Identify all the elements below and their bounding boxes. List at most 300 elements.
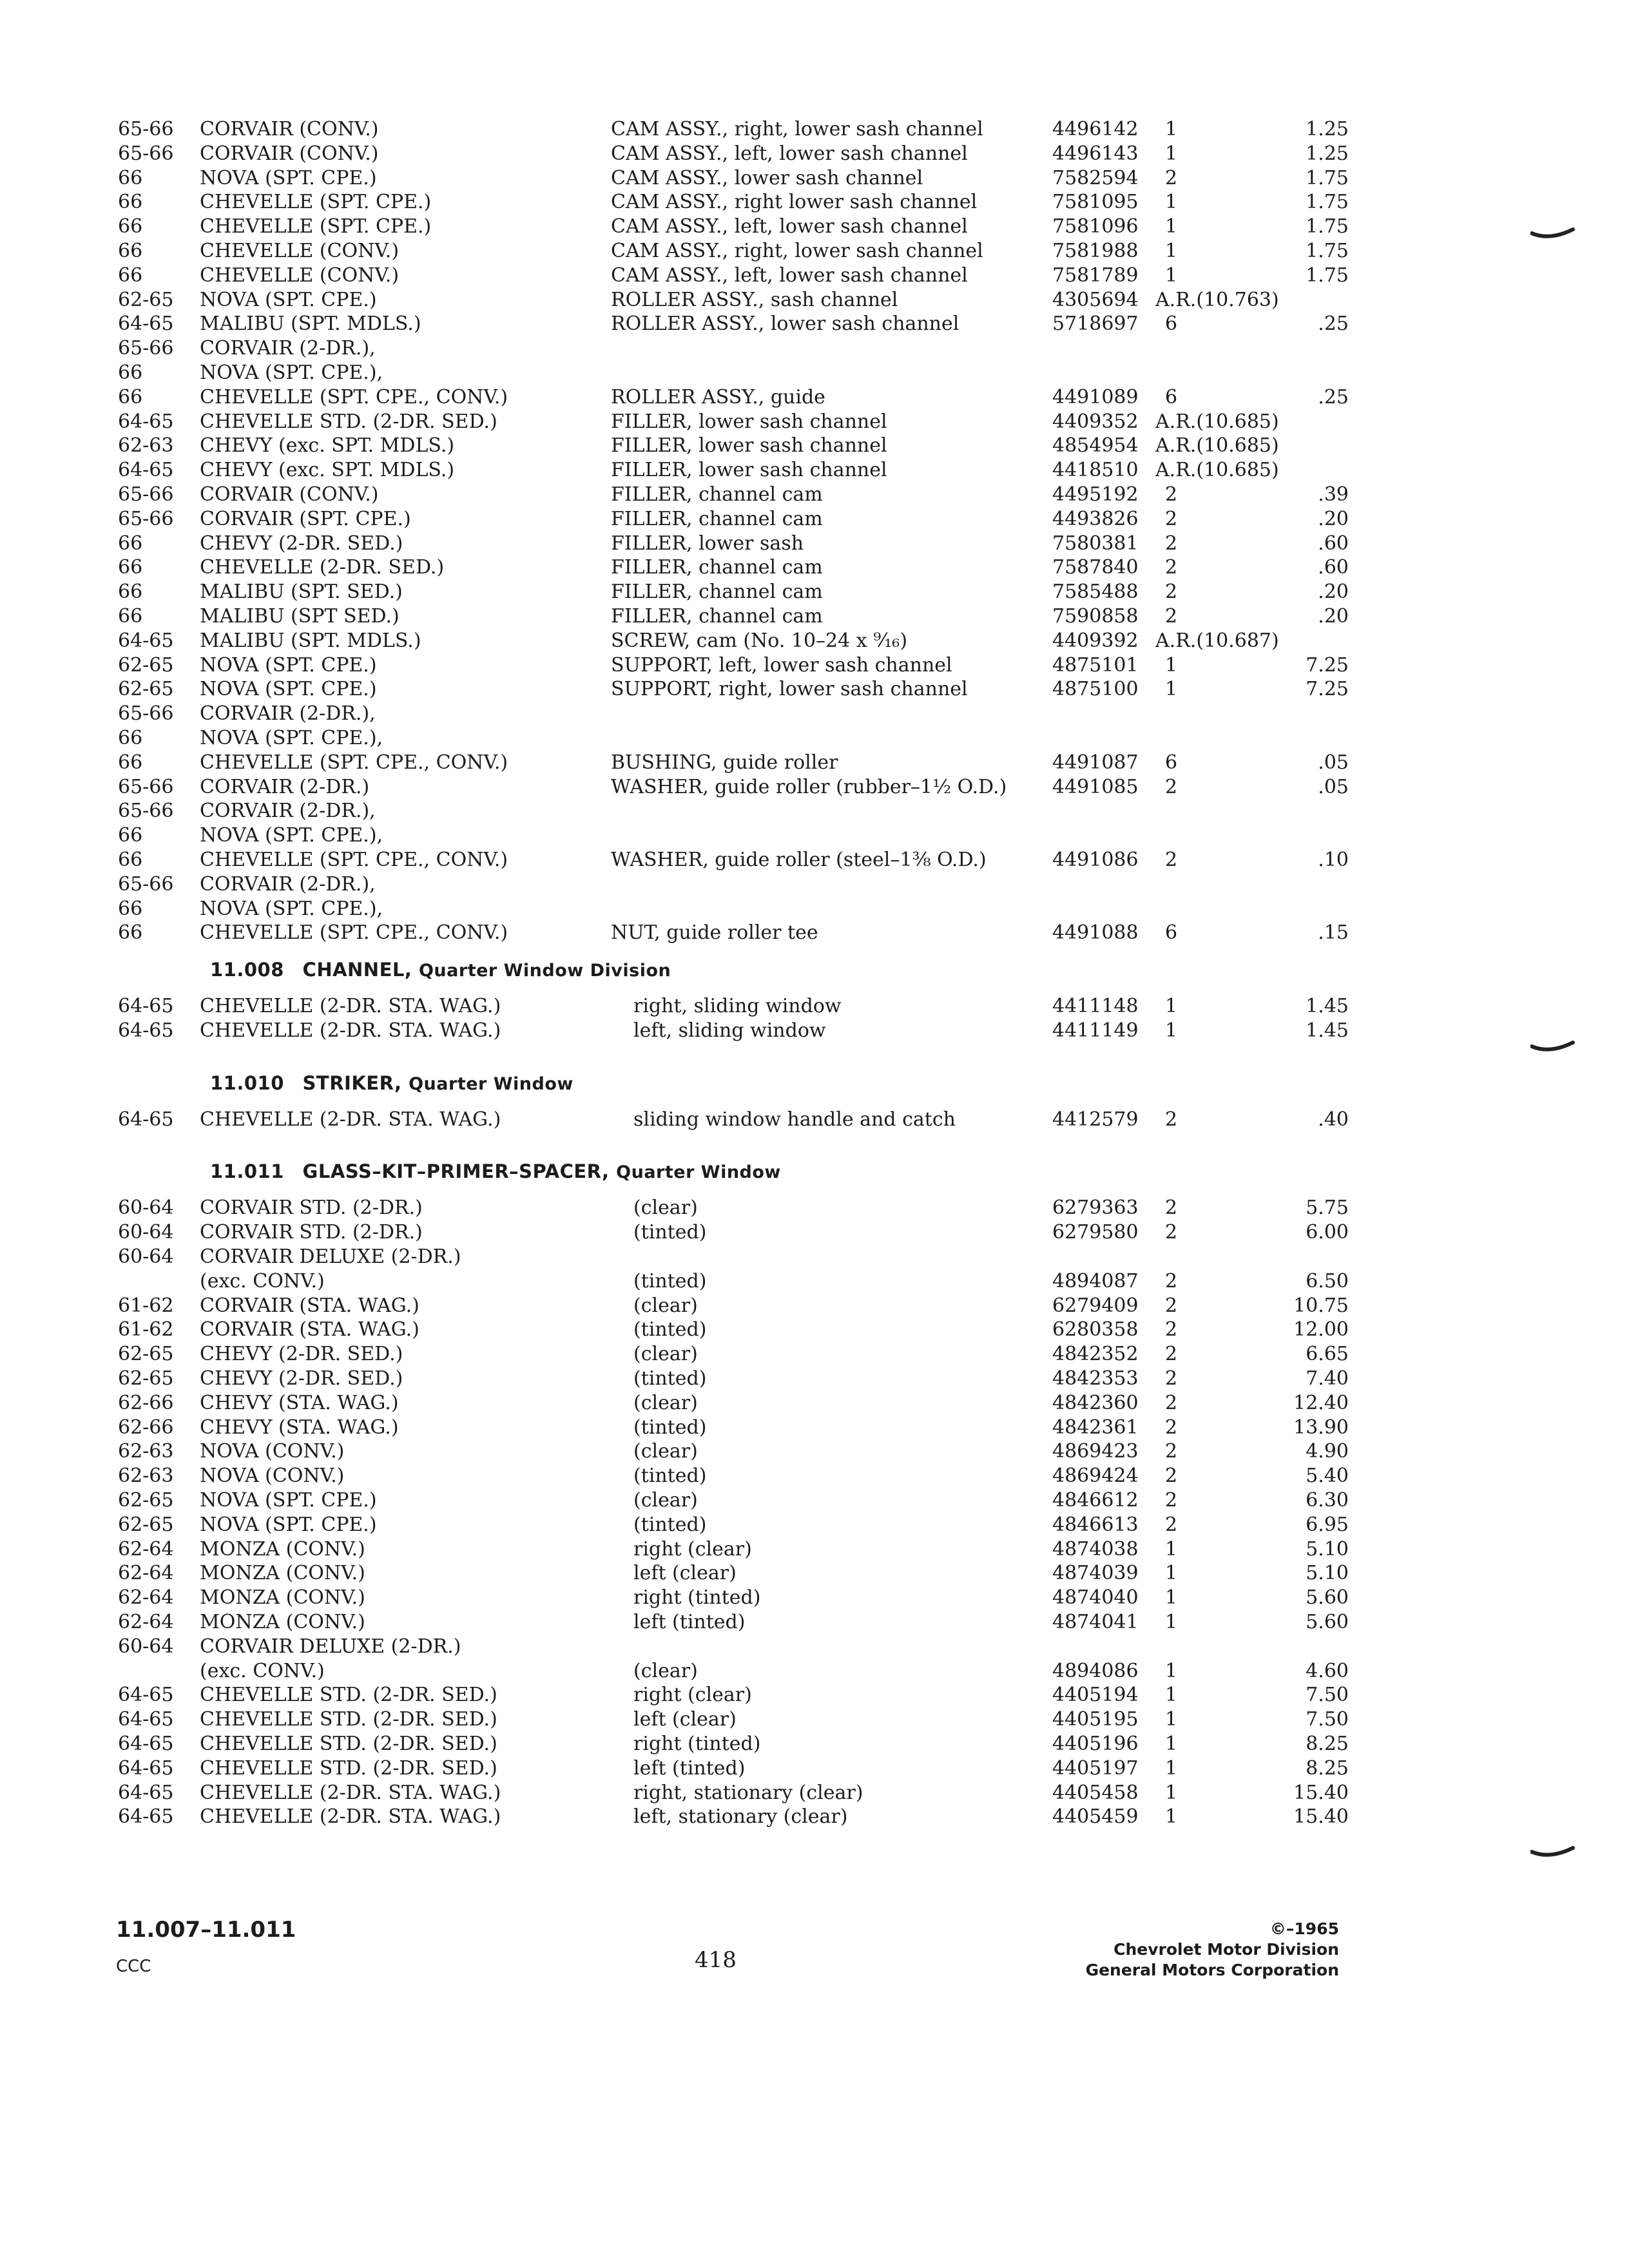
part-description: SUPPORT, left, lower sash channel xyxy=(611,653,952,677)
part-number: 4496143 xyxy=(1052,142,1139,165)
part-number: 4874038 xyxy=(1052,1537,1139,1561)
part-description: (tinted) xyxy=(633,1221,707,1244)
quantity: 1 xyxy=(1165,1708,1178,1731)
table-row xyxy=(118,1610,1355,1635)
price: 6.00 xyxy=(1306,1221,1349,1244)
quantity: 6 xyxy=(1165,385,1178,408)
model-years: 66 xyxy=(118,556,143,579)
price: 5.10 xyxy=(1306,1562,1349,1585)
part-number: 4493826 xyxy=(1052,507,1139,530)
table-row xyxy=(118,1513,1355,1537)
table-row xyxy=(118,336,1355,361)
part-number: 6279363 xyxy=(1052,1196,1139,1220)
part-number: 4846612 xyxy=(1052,1489,1139,1512)
quantity: 1 xyxy=(1165,215,1178,238)
table-row xyxy=(118,994,1355,1019)
table-row xyxy=(118,848,1355,872)
model-name: NOVA (SPT. CPE.), xyxy=(200,897,383,920)
quantity: 2 xyxy=(1165,1416,1178,1439)
price: .39 xyxy=(1318,483,1349,506)
part-number: 4875100 xyxy=(1052,678,1139,701)
table-row xyxy=(118,1318,1355,1342)
part-number: 4405459 xyxy=(1052,1805,1139,1829)
table-row xyxy=(118,702,1355,726)
price: 1.25 xyxy=(1306,142,1349,165)
part-number: 4491088 xyxy=(1052,921,1139,945)
part-number: 6279409 xyxy=(1052,1294,1139,1317)
quantity: 2 xyxy=(1165,775,1178,798)
model-name: CHEVY (STA. WAG.) xyxy=(200,1391,399,1414)
price: 5.75 xyxy=(1306,1196,1349,1220)
part-description: right (clear) xyxy=(633,1684,752,1707)
part-description: FILLER, channel cam xyxy=(611,483,823,506)
model-years: 65-66 xyxy=(118,775,174,798)
quantity: 1 xyxy=(1165,1781,1178,1804)
footer-code: CCC xyxy=(116,1957,151,1976)
price: 15.40 xyxy=(1293,1781,1349,1804)
part-number: 7587840 xyxy=(1052,556,1139,579)
price: 8.25 xyxy=(1306,1733,1349,1756)
price: 15.40 xyxy=(1293,1805,1349,1829)
model-years: 64-65 xyxy=(118,1733,174,1756)
model-years: 62-65 xyxy=(118,1367,174,1390)
model-name: CORVAIR (2-DR.), xyxy=(200,702,376,726)
model-years: 62-65 xyxy=(118,653,174,677)
model-years: 66 xyxy=(118,581,143,604)
table-row xyxy=(118,507,1355,532)
part-number: 4875101 xyxy=(1052,653,1139,677)
part-number: 4305694 xyxy=(1052,288,1139,311)
part-description: ROLLER ASSY., sash channel xyxy=(611,288,898,311)
table-row xyxy=(118,1108,1355,1132)
part-number: 4405197 xyxy=(1052,1756,1139,1780)
model-years: 62-66 xyxy=(118,1416,174,1439)
part-number: 4842352 xyxy=(1052,1343,1139,1366)
part-number: 6279580 xyxy=(1052,1221,1139,1244)
table-row xyxy=(118,897,1355,921)
quantity: 2 xyxy=(1165,1489,1178,1512)
part-description: ROLLER ASSY., guide xyxy=(611,385,825,408)
parts-table-sash-channel xyxy=(118,117,1355,945)
part-description: right (tinted) xyxy=(633,1586,761,1610)
model-years: 64-65 xyxy=(118,312,174,336)
table-row xyxy=(118,1756,1355,1781)
quantity: 2 xyxy=(1165,1269,1178,1293)
model-years: 61-62 xyxy=(118,1294,174,1317)
parts-table-striker xyxy=(118,1108,1355,1132)
model-years: 65-66 xyxy=(118,800,174,823)
model-years: 64-65 xyxy=(118,1805,174,1829)
part-description: FILLER, channel cam xyxy=(611,604,823,628)
model-name: MALIBU (SPT SED.) xyxy=(200,604,400,628)
model-name: CHEVELLE (SPT. CPE.) xyxy=(200,215,432,238)
section-heading-11-011 xyxy=(118,1147,1355,1196)
table-row xyxy=(118,434,1355,458)
parts-listing xyxy=(118,117,1355,1829)
model-name: CORVAIR (2-DR.), xyxy=(200,800,376,823)
part-number: 4411149 xyxy=(1052,1019,1139,1042)
part-number: 4409392 xyxy=(1052,629,1139,652)
model-name: NOVA (SPT. CPE.) xyxy=(200,1513,377,1536)
part-number: 4842360 xyxy=(1052,1391,1139,1414)
quantity: 2 xyxy=(1165,1391,1178,1414)
price: 7.25 xyxy=(1306,678,1349,701)
model-name: CORVAIR (STA. WAG.) xyxy=(200,1294,419,1317)
model-name: CHEVELLE (CONV.) xyxy=(200,264,400,287)
model-years: 60-64 xyxy=(118,1635,174,1658)
part-number: 4869424 xyxy=(1052,1465,1139,1488)
price: 5.60 xyxy=(1306,1611,1349,1634)
part-number: 4842353 xyxy=(1052,1367,1139,1390)
price: 5.40 xyxy=(1306,1465,1349,1488)
part-description: (tinted) xyxy=(633,1269,707,1293)
part-number: 4412579 xyxy=(1052,1108,1139,1131)
price: .15 xyxy=(1318,921,1349,945)
part-description: WASHER, guide roller (steel–1⅜ O.D.) xyxy=(611,848,987,871)
part-number: 6280358 xyxy=(1052,1318,1139,1341)
model-years: 66 xyxy=(118,848,143,871)
table-row xyxy=(118,580,1355,604)
quantity: 1 xyxy=(1165,1019,1178,1042)
model-years: 66 xyxy=(118,532,143,555)
quantity: 1 xyxy=(1165,1805,1178,1829)
table-row xyxy=(118,1245,1355,1269)
part-description: right (clear) xyxy=(633,1537,752,1561)
price: .60 xyxy=(1318,532,1349,555)
model-name: CHEVELLE (SPT. CPE.) xyxy=(200,191,432,214)
model-name: NOVA (SPT. CPE.), xyxy=(200,824,383,847)
price: .20 xyxy=(1318,507,1349,530)
price: 1.75 xyxy=(1306,264,1349,287)
model-name: MALIBU (SPT. MDLS.) xyxy=(200,312,421,336)
part-description: FILLER, channel cam xyxy=(611,507,823,530)
part-description: CAM ASSY., right, lower sash channel xyxy=(611,239,983,262)
part-description: WASHER, guide roller (rubber–1½ O.D.) xyxy=(611,775,1007,798)
model-years: 66 xyxy=(118,921,143,945)
table-row xyxy=(118,239,1355,264)
quantity: 2 xyxy=(1165,1294,1178,1317)
price: .20 xyxy=(1318,581,1349,604)
model-years: 64-65 xyxy=(118,1708,174,1731)
model-name: CHEVY (exc. SPT. MDLS.) xyxy=(200,434,455,457)
model-name: NOVA (SPT. CPE.) xyxy=(200,1489,377,1512)
quantity: 1 xyxy=(1165,1586,1178,1610)
model-years: 62-65 xyxy=(118,1343,174,1366)
quantity: 1 xyxy=(1165,1537,1178,1561)
model-years: 62-63 xyxy=(118,434,174,457)
table-row xyxy=(118,1781,1355,1805)
price: 5.60 xyxy=(1306,1586,1349,1610)
price: A.R.(10.685) xyxy=(1155,459,1279,482)
footer-copyright: ©–1965 xyxy=(1269,1919,1339,1938)
table-row xyxy=(118,775,1355,800)
model-years: 65-66 xyxy=(118,702,174,726)
model-name: MALIBU (SPT. SED.) xyxy=(200,581,403,604)
part-number: 7581988 xyxy=(1052,239,1139,262)
model-name: CHEVELLE (2-DR. STA. WAG.) xyxy=(200,1108,501,1131)
part-description: left (clear) xyxy=(633,1562,737,1585)
quantity: 1 xyxy=(1165,191,1178,214)
table-row xyxy=(118,872,1355,897)
table-row xyxy=(118,1391,1355,1416)
price: 4.60 xyxy=(1306,1659,1349,1682)
part-description: SCREW, cam (No. 10–24 x ⁹⁄₁₆) xyxy=(611,629,908,652)
table-row xyxy=(118,1019,1355,1043)
quantity: 2 xyxy=(1165,1513,1178,1536)
quantity: 2 xyxy=(1165,483,1178,506)
model-years: 66 xyxy=(118,215,143,238)
quantity: 1 xyxy=(1165,1562,1178,1585)
model-name: MALIBU (SPT. MDLS.) xyxy=(200,629,421,652)
part-number: 4491085 xyxy=(1052,775,1139,798)
price: .10 xyxy=(1318,848,1349,871)
parts-table-channel xyxy=(118,994,1355,1043)
table-row xyxy=(118,410,1355,434)
price: 1.75 xyxy=(1306,239,1349,262)
table-row xyxy=(118,312,1355,336)
table-row xyxy=(118,1683,1355,1707)
part-description: FILLER, lower sash channel xyxy=(611,410,887,433)
part-description: sliding window handle and catch xyxy=(633,1108,956,1131)
part-number: 4874039 xyxy=(1052,1562,1139,1585)
table-row xyxy=(118,190,1355,215)
model-years: 64-65 xyxy=(118,459,174,482)
binder-hole-mark-middle xyxy=(1530,1037,1576,1057)
model-name: CORVAIR (CONV.) xyxy=(200,142,379,165)
part-description: CAM ASSY., right lower sash channel xyxy=(611,191,978,214)
section-heading-11-008 xyxy=(118,945,1355,994)
part-description: CAM ASSY., left, lower sash channel xyxy=(611,142,968,165)
part-description: left, stationary (clear) xyxy=(633,1805,848,1829)
model-name: CHEVY (2-DR. SED.) xyxy=(200,1367,403,1390)
table-row xyxy=(118,166,1355,191)
price: 12.40 xyxy=(1293,1391,1349,1414)
part-number: 4405195 xyxy=(1052,1708,1139,1731)
price: 1.45 xyxy=(1306,1019,1349,1042)
model-name: NOVA (CONV.) xyxy=(200,1465,345,1488)
model-name: CHEVY (2-DR. SED.) xyxy=(200,1343,403,1366)
part-description: right, sliding window xyxy=(633,995,842,1018)
table-row xyxy=(118,264,1355,288)
part-number: 7581789 xyxy=(1052,264,1139,287)
model-years: 65-66 xyxy=(118,507,174,530)
price: 8.25 xyxy=(1306,1756,1349,1780)
model-name: CHEVY (STA. WAG.) xyxy=(200,1416,399,1439)
quantity: 1 xyxy=(1165,995,1178,1018)
model-name: MONZA (CONV.) xyxy=(200,1562,365,1585)
model-name: CORVAIR (CONV.) xyxy=(200,483,379,506)
model-years: 62-64 xyxy=(118,1586,174,1610)
model-name: (exc. CONV.) xyxy=(200,1659,325,1682)
part-description: left, sliding window xyxy=(633,1019,826,1042)
part-number: 4405458 xyxy=(1052,1781,1139,1804)
quantity: 1 xyxy=(1165,678,1178,701)
quantity: 2 xyxy=(1165,532,1178,555)
quantity: 1 xyxy=(1165,1684,1178,1707)
table-row xyxy=(118,653,1355,678)
model-name: CORVAIR DELUXE (2-DR.) xyxy=(200,1635,461,1658)
model-name: CHEVELLE (2-DR. SED.) xyxy=(200,556,445,579)
part-description: NUT, guide roller tee xyxy=(611,921,818,945)
table-row xyxy=(118,1586,1355,1610)
part-description: left (tinted) xyxy=(633,1611,746,1634)
part-number: 4869423 xyxy=(1052,1440,1139,1463)
quantity: 1 xyxy=(1165,1611,1178,1634)
model-years: 62-64 xyxy=(118,1537,174,1561)
table-row xyxy=(118,1416,1355,1440)
model-years: 64-65 xyxy=(118,1781,174,1804)
model-years: 62-66 xyxy=(118,1391,174,1414)
table-row xyxy=(118,288,1355,312)
model-name: NOVA (SPT. CPE.), xyxy=(200,361,383,384)
price: .05 xyxy=(1318,775,1349,798)
price: 13.90 xyxy=(1293,1416,1349,1439)
model-name: (exc. CONV.) xyxy=(200,1269,325,1293)
model-name: MONZA (CONV.) xyxy=(200,1586,365,1610)
model-years: 60-64 xyxy=(118,1221,174,1244)
model-name: CHEVELLE (SPT. CPE., CONV.) xyxy=(200,921,508,945)
part-number: 5718697 xyxy=(1052,312,1139,336)
model-years: 66 xyxy=(118,385,143,408)
price: 5.10 xyxy=(1306,1537,1349,1561)
model-name: CORVAIR (2-DR.), xyxy=(200,337,376,360)
price: 6.30 xyxy=(1306,1489,1349,1512)
page-number: 418 xyxy=(695,1947,737,1973)
model-years: 64-65 xyxy=(118,629,174,652)
section-heading-11-010 xyxy=(118,1059,1355,1108)
table-row xyxy=(118,1464,1355,1488)
price: .40 xyxy=(1318,1108,1349,1131)
table-row xyxy=(118,1707,1355,1732)
part-description: left (tinted) xyxy=(633,1756,746,1780)
model-years: 66 xyxy=(118,361,143,384)
part-description: CAM ASSY., lower sash channel xyxy=(611,166,923,189)
price: 12.00 xyxy=(1293,1318,1349,1341)
part-number: 4491086 xyxy=(1052,848,1139,871)
model-years: 66 xyxy=(118,824,143,847)
price: A.R.(10.763) xyxy=(1155,288,1279,311)
table-row xyxy=(118,629,1355,653)
part-description: right (tinted) xyxy=(633,1733,761,1756)
model-years: 62-64 xyxy=(118,1611,174,1634)
quantity: 6 xyxy=(1165,312,1178,336)
model-name: NOVA (SPT. CPE.) xyxy=(200,653,377,677)
table-row xyxy=(118,215,1355,239)
section-title: CHANNEL, xyxy=(302,959,412,981)
table-row xyxy=(118,1269,1355,1294)
quantity: 1 xyxy=(1165,653,1178,677)
table-row xyxy=(118,1561,1355,1586)
model-years: 62-63 xyxy=(118,1465,174,1488)
model-name: CHEVY (2-DR. SED.) xyxy=(200,532,403,555)
model-years: 64-65 xyxy=(118,1756,174,1780)
footer-section-info xyxy=(116,1917,296,1976)
quantity: 2 xyxy=(1165,1343,1178,1366)
model-name: CORVAIR STD. (2-DR.) xyxy=(200,1196,423,1220)
table-row xyxy=(118,726,1355,751)
model-name: CHEVELLE (SPT. CPE., CONV.) xyxy=(200,385,508,408)
model-name: CHEVELLE (2-DR. STA. WAG.) xyxy=(200,1781,501,1804)
price: .60 xyxy=(1318,556,1349,579)
footer-publisher xyxy=(1086,1919,1339,1981)
model-name: MONZA (CONV.) xyxy=(200,1611,365,1634)
part-number: 4495192 xyxy=(1052,483,1139,506)
part-number: 7590858 xyxy=(1052,604,1139,628)
model-years: 66 xyxy=(118,897,143,920)
table-row xyxy=(118,1294,1355,1318)
table-row xyxy=(118,921,1355,945)
quantity: 6 xyxy=(1165,751,1178,774)
quantity: 2 xyxy=(1165,556,1178,579)
section-subtitle: Quarter Window Division xyxy=(418,961,671,981)
table-row xyxy=(118,1488,1355,1513)
model-name: MONZA (CONV.) xyxy=(200,1537,365,1561)
part-description: CAM ASSY., left, lower sash channel xyxy=(611,264,968,287)
binder-hole-mark-top xyxy=(1530,224,1576,244)
model-years: 66 xyxy=(118,604,143,628)
model-name: CHEVELLE (SPT. CPE., CONV.) xyxy=(200,848,508,871)
part-description: CAM ASSY., left, lower sash channel xyxy=(611,215,968,238)
model-years: 66 xyxy=(118,751,143,774)
quantity: 2 xyxy=(1165,848,1178,871)
part-description: FILLER, lower sash xyxy=(611,532,804,555)
part-description: FILLER, channel cam xyxy=(611,581,823,604)
table-row xyxy=(118,385,1355,410)
table-row xyxy=(118,1342,1355,1367)
part-number: 7581095 xyxy=(1052,191,1139,214)
part-number: 4496142 xyxy=(1052,118,1139,140)
part-description: BUSHING, guide roller xyxy=(611,751,838,774)
model-name: CHEVELLE (2-DR. STA. WAG.) xyxy=(200,995,501,1018)
quantity: 6 xyxy=(1165,921,1178,945)
table-row xyxy=(118,1220,1355,1245)
price: 10.75 xyxy=(1293,1294,1349,1317)
part-description: (clear) xyxy=(633,1489,698,1512)
part-description: (tinted) xyxy=(633,1465,707,1488)
part-number: 4874040 xyxy=(1052,1586,1139,1610)
table-row xyxy=(118,532,1355,556)
table-row xyxy=(118,555,1355,580)
model-years: 60-64 xyxy=(118,1196,174,1220)
model-name: CHEVELLE (2-DR. STA. WAG.) xyxy=(200,1805,501,1829)
quantity: 2 xyxy=(1165,1318,1178,1341)
model-years: 65-66 xyxy=(118,118,174,140)
section-number: 11.010 xyxy=(210,1072,284,1094)
table-row xyxy=(118,142,1355,166)
quantity: 1 xyxy=(1165,1659,1178,1682)
section-title: STRIKER, xyxy=(302,1072,402,1094)
part-number: 4854954 xyxy=(1052,434,1139,457)
model-years: 65-66 xyxy=(118,483,174,506)
table-row xyxy=(118,799,1355,823)
table-row xyxy=(118,751,1355,775)
quantity: 1 xyxy=(1165,118,1178,140)
table-row xyxy=(118,677,1355,702)
part-description: (clear) xyxy=(633,1391,698,1414)
part-description: right, stationary (clear) xyxy=(633,1781,863,1804)
price: 1.75 xyxy=(1306,191,1349,214)
model-name: CHEVELLE (2-DR. STA. WAG.) xyxy=(200,1019,501,1042)
part-description: (tinted) xyxy=(633,1367,707,1390)
part-description: (tinted) xyxy=(633,1318,707,1341)
quantity: 1 xyxy=(1165,1733,1178,1756)
model-years: 66 xyxy=(118,239,143,262)
quantity: 1 xyxy=(1165,1756,1178,1780)
model-name: CHEVELLE STD. (2-DR. SED.) xyxy=(200,1708,497,1731)
model-name: CORVAIR (2-DR.) xyxy=(200,775,370,798)
quantity: 2 xyxy=(1165,604,1178,628)
table-row xyxy=(118,604,1355,629)
